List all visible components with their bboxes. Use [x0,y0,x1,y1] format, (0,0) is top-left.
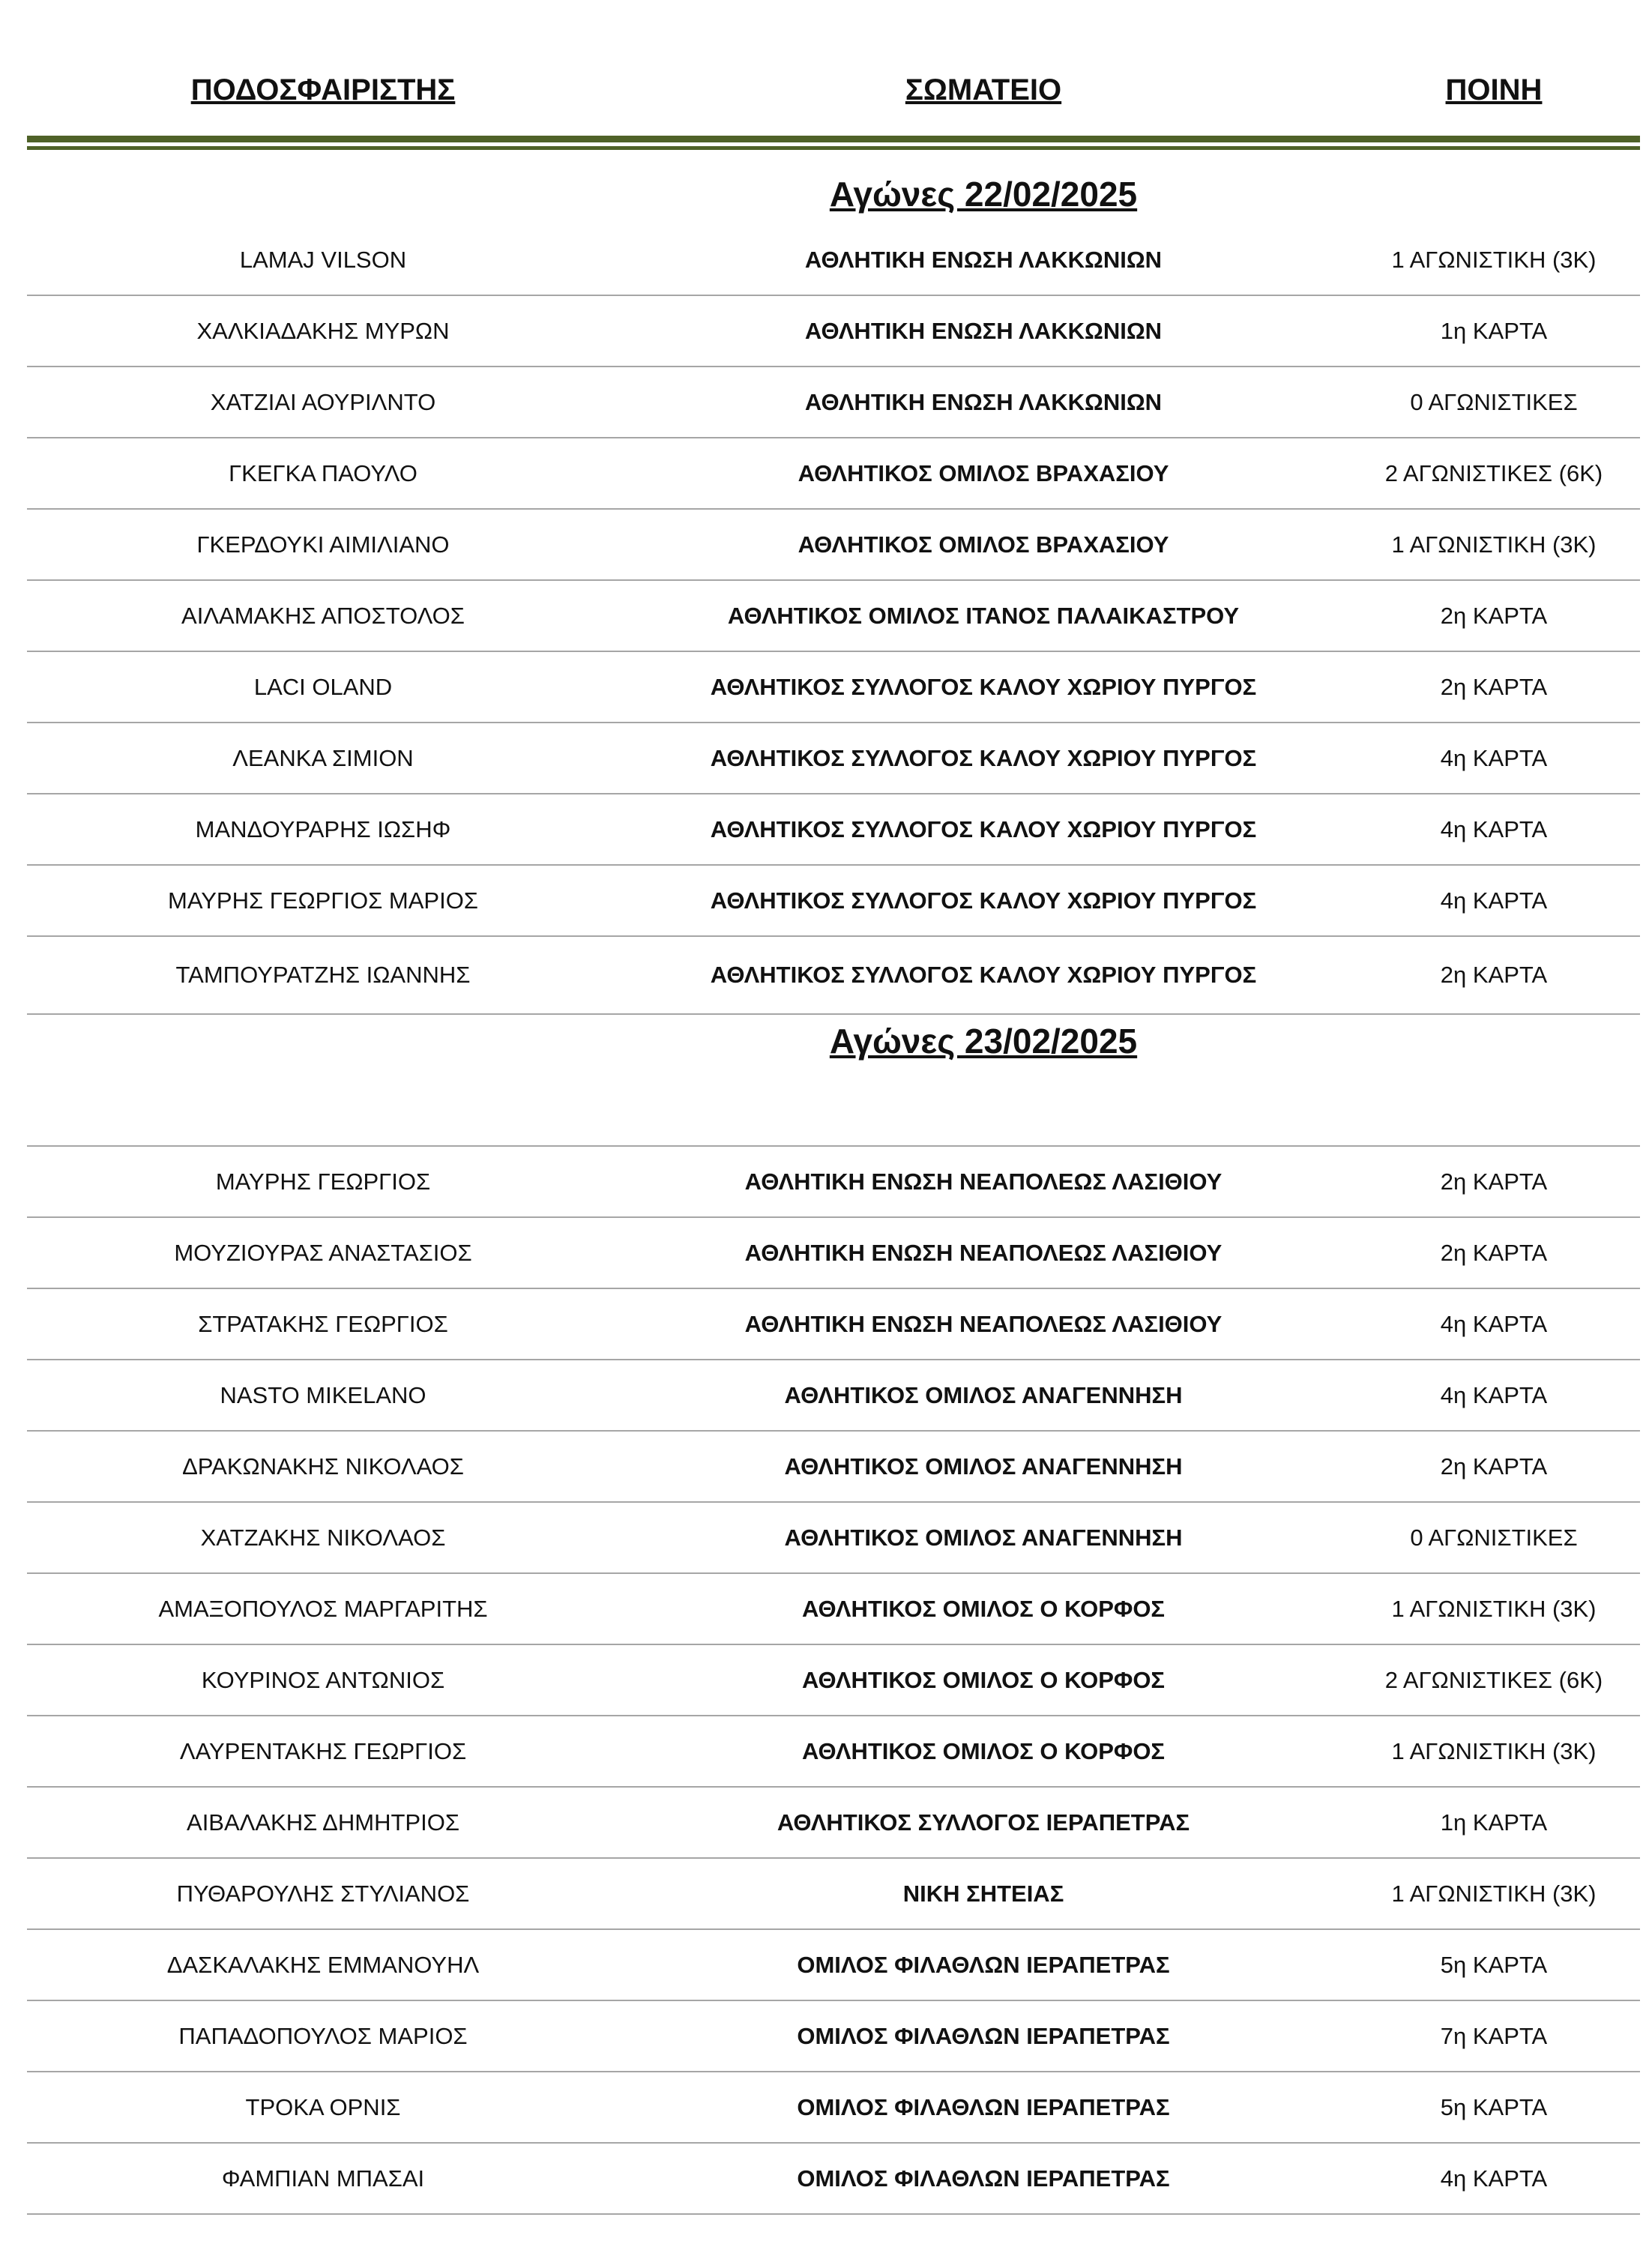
club-name: ΑΘΛΗΤΙΚΟΣ ΣΥΛΛΟΓΟΣ ΚΑΛΟΥ ΧΩΡΙΟΥ ΠΥΡΓΟΣ [710,815,1257,842]
club-name: ΟΜΙΛΟΣ ΦΙΛΑΘΛΩΝ ΙΕΡΑΠΕΤΡΑΣ [797,1951,1170,1978]
player-name: ΠΥΘΑΡΟΥΛΗΣ ΣΤΥΛΙΑΝΟΣ [176,1880,470,1907]
table-row [27,438,1640,510]
player-name: ΣΤΡΑΤΑΚΗΣ ΓΕΩΡΓΙΟΣ [198,1310,448,1337]
table-row [27,1147,1640,1218]
player-name: ΤΡΟΚΑ ΟΡΝΙΣ [245,2093,401,2120]
player-name: ΛΑΥΡΕΝΤΑΚΗΣ ΓΕΩΡΓΙΟΣ [179,1737,467,1764]
player-name: ΤΑΜΠΟΥΡΑΤΖΗΣ ΙΩΑΝΝΗΣ [175,962,471,988]
club-name: ΑΘΛΗΤΙΚΗ ΕΝΩΣΗ ΛΑΚΚΩΝΙΩΝ [804,317,1163,344]
player-name: ΜΑΥΡΗΣ ΓΕΩΡΓΙΟΣ ΜΑΡΙΟΣ [168,887,478,914]
penalty-value: 4η ΚΑΡΤΑ [1440,744,1548,771]
penalty-value: 1 ΑΓΩΝΙΣΤΙΚΗ (3Κ) [1391,1737,1597,1764]
penalty-value: 4η ΚΑΡΤΑ [1440,1381,1548,1408]
club-name: ΑΘΛΗΤΙΚΟΣ ΣΥΛΛΟΓΟΣ ΚΑΛΟΥ ΧΩΡΙΟΥ ΠΥΡΓΟΣ [710,744,1257,771]
header-rule-thin [27,146,1640,150]
penalty-value: 0 ΑΓΩΝΙΣΤΙΚΕΣ [1410,388,1578,415]
table-row [27,2144,1640,2215]
player-name: NASTO MIKELANO [220,1381,426,1408]
table-row [27,652,1640,723]
player-name: ΛΕΑΝΚΑ ΣΙΜΙΟΝ [232,744,414,771]
table-row [27,1218,1640,1289]
penalty-value: 2 ΑΓΩΝΙΣΤΙΚΕΣ (6Κ) [1384,459,1603,486]
penalty-value: 1η ΚΑΡΤΑ [1440,317,1548,344]
club-name: ΑΘΛΗΤΙΚΟΣ ΟΜΙΛΟΣ ΑΝΑΓΕΝΝΗΣΗ [784,1381,1183,1408]
penalty-value: 2η ΚΑΡΤΑ [1440,962,1548,988]
club-name: ΑΘΛΗΤΙΚΟΣ ΟΜΙΛΟΣ ΙΤΑΝΟΣ ΠΑΛΑΙΚΑΣΤΡΟΥ [727,602,1240,629]
player-name: ΠΑΠΑΔΟΠΟΥΛΟΣ ΜΑΡΙΟΣ [178,2022,468,2049]
club-name: ΟΜΙΛΟΣ ΦΙΛΑΘΛΩΝ ΙΕΡΑΠΕΤΡΑΣ [797,2165,1170,2192]
penalty-value: 0 ΑΓΩΝΙΣΤΙΚΕΣ [1410,1524,1578,1551]
table-row [27,581,1640,652]
table-row [27,1930,1640,2001]
table-row [27,794,1640,866]
player-name: LAMAJ VILSON [239,246,407,273]
section-title: Αγώνες 23/02/2025 [829,1022,1138,1061]
player-name: ΜΟΥΖΙΟΥΡΑΣ ΑΝΑΣΤΑΣΙΟΣ [174,1239,472,1266]
penalty-value: 4η ΚΑΡΤΑ [1440,887,1548,914]
player-name: ΧΑΤΖΙΑΙ ΑΟΥΡΙΛΝΤΟ [210,388,436,415]
player-name: LACI OLAND [253,673,393,700]
penalty-value: 1 ΑΓΩΝΙΣΤΙΚΗ (3Κ) [1391,1880,1597,1907]
penalty-value: 4η ΚΑΡΤΑ [1440,815,1548,842]
club-name: ΑΘΛΗΤΙΚΗ ΕΝΩΣΗ ΝΕΑΠΟΛΕΩΣ ΛΑΣΙΘΙΟΥ [744,1239,1223,1266]
table-row [27,510,1640,581]
section-rows [27,225,1640,1015]
table-row [27,2072,1640,2144]
penalty-value: 2η ΚΑΡΤΑ [1440,1239,1548,1266]
header-club: ΣΩΜΑΤΕΙΟ [905,73,1062,106]
club-name: ΑΘΛΗΤΙΚΗ ΕΝΩΣΗ ΝΕΑΠΟΛΕΩΣ ΛΑΣΙΘΙΟΥ [744,1168,1223,1195]
table-header [27,60,1640,120]
club-name: ΑΘΛΗΤΙΚΟΣ ΣΥΛΛΟΓΟΣ ΚΑΛΟΥ ΧΩΡΙΟΥ ΠΥΡΓΟΣ [710,673,1257,700]
penalty-value: 4η ΚΑΡΤΑ [1440,2165,1548,2192]
player-name: ΧΑΤΖΑΚΗΣ ΝΙΚΟΛΑΟΣ [200,1524,446,1551]
table-row [27,937,1640,1015]
player-name: ΑΙΒΑΛΑΚΗΣ ΔΗΜΗΤΡΙΟΣ [187,1809,459,1836]
table-row [27,1716,1640,1788]
player-name: ΧΑΛΚΙΑΔΑΚΗΣ ΜΥΡΩΝ [196,317,450,344]
table-row [27,1503,1640,1574]
table-row [27,1574,1640,1645]
header-penalty: ΠΟΙΝΗ [1445,73,1543,106]
club-name: ΝΙΚΗ ΣΗΤΕΙΑΣ [902,1880,1064,1907]
penalty-value: 1 ΑΓΩΝΙΣΤΙΚΗ (3Κ) [1391,1595,1597,1622]
club-name: ΑΘΛΗΤΙΚΟΣ ΟΜΙΛΟΣ Ο ΚΟΡΦΟΣ [801,1595,1166,1622]
player-name: ΑΜΑΞΟΠΟΥΛΟΣ ΜΑΡΓΑΡΙΤΗΣ [158,1595,488,1622]
player-name: ΜΑΥΡΗΣ ΓΕΩΡΓΙΟΣ [215,1168,431,1195]
header-player: ΠΟΔΟΣΦΑΙΡΙΣΤΗΣ [190,73,456,106]
club-name: ΑΘΛΗΤΙΚΟΣ ΟΜΙΛΟΣ ΑΝΑΓΕΝΝΗΣΗ [784,1453,1183,1480]
penalty-value: 7η ΚΑΡΤΑ [1440,2022,1548,2049]
penalty-value: 1η ΚΑΡΤΑ [1440,1809,1548,1836]
club-name: ΑΘΛΗΤΙΚΗ ΕΝΩΣΗ ΛΑΚΚΩΝΙΩΝ [804,246,1163,273]
penalty-value: 5η ΚΑΡΤΑ [1440,2093,1548,2120]
player-name: ΦΑΜΠΙΑΝ ΜΠΑΣΑΙ [221,2165,425,2192]
penalty-value: 2 ΑΓΩΝΙΣΤΙΚΕΣ (6Κ) [1384,1666,1603,1693]
header-rule-thick [27,136,1640,142]
table-row [27,1859,1640,1930]
penalty-value: 4η ΚΑΡΤΑ [1440,1310,1548,1337]
table-row [27,225,1640,296]
penalty-value: 2η ΚΑΡΤΑ [1440,602,1548,629]
table-row [27,1645,1640,1716]
section-rows [27,1147,1640,2215]
club-name: ΑΘΛΗΤΙΚΟΣ ΟΜΙΛΟΣ Ο ΚΟΡΦΟΣ [801,1737,1166,1764]
club-name: ΑΘΛΗΤΙΚΗ ΕΝΩΣΗ ΝΕΑΠΟΛΕΩΣ ΛΑΣΙΘΙΟΥ [744,1310,1223,1337]
table-row [27,1432,1640,1503]
table-row [27,1289,1640,1360]
club-name: ΑΘΛΗΤΙΚΟΣ ΟΜΙΛΟΣ ΒΡΑΧΑΣΙΟΥ [798,459,1169,486]
club-name: ΑΘΛΗΤΙΚΟΣ ΣΥΛΛΟΓΟΣ ΙΕΡΑΠΕΤΡΑΣ [777,1809,1190,1836]
player-name: ΓΚΕΓΚΑ ΠΑΟΥΛΟ [229,459,417,486]
table-row [27,367,1640,438]
club-name: ΑΘΛΗΤΙΚΟΣ ΟΜΙΛΟΣ ΑΝΑΓΕΝΝΗΣΗ [784,1524,1183,1551]
penalty-value: 2η ΚΑΡΤΑ [1440,673,1548,700]
club-name: ΟΜΙΛΟΣ ΦΙΛΑΘΛΩΝ ΙΕΡΑΠΕΤΡΑΣ [797,2022,1170,2049]
table-row [27,723,1640,794]
table-row [27,2001,1640,2072]
player-name: ΔΡΑΚΩΝΑΚΗΣ ΝΙΚΟΛΑΟΣ [182,1453,464,1480]
penalty-value: 1 ΑΓΩΝΙΣΤΙΚΗ (3Κ) [1391,246,1597,273]
club-name: ΑΘΛΗΤΙΚΟΣ ΟΜΙΛΟΣ Ο ΚΟΡΦΟΣ [801,1666,1166,1693]
table-row [27,296,1640,367]
club-name: ΑΘΛΗΤΙΚΟΣ ΟΜΙΛΟΣ ΒΡΑΧΑΣΙΟΥ [798,531,1169,558]
club-name: ΑΘΛΗΤΙΚΟΣ ΣΥΛΛΟΓΟΣ ΚΑΛΟΥ ΧΩΡΙΟΥ ΠΥΡΓΟΣ [710,962,1257,988]
player-name: ΔΑΣΚΑΛΑΚΗΣ ΕΜΜΑΝΟΥΗΛ [166,1951,480,1978]
section-title: Αγώνες 22/02/2025 [829,175,1138,214]
table-row [27,866,1640,937]
player-name: ΑΙΛΑΜΑΚΗΣ ΑΠΟΣΤΟΛΟΣ [181,602,465,629]
penalty-value: 2η ΚΑΡΤΑ [1440,1453,1548,1480]
club-name: ΑΘΛΗΤΙΚΗ ΕΝΩΣΗ ΛΑΚΚΩΝΙΩΝ [804,388,1163,415]
penalty-value: 5η ΚΑΡΤΑ [1440,1951,1548,1978]
club-name: ΟΜΙΛΟΣ ΦΙΛΑΘΛΩΝ ΙΕΡΑΠΕΤΡΑΣ [797,2093,1170,2120]
penalty-value: 1 ΑΓΩΝΙΣΤΙΚΗ (3Κ) [1391,531,1597,558]
table-row [27,1360,1640,1432]
club-name: ΑΘΛΗΤΙΚΟΣ ΣΥΛΛΟΓΟΣ ΚΑΛΟΥ ΧΩΡΙΟΥ ΠΥΡΓΟΣ [710,887,1257,914]
penalty-value: 2η ΚΑΡΤΑ [1440,1168,1548,1195]
player-name: ΚΟΥΡΙΝΟΣ ΑΝΤΩΝΙΟΣ [201,1666,445,1693]
player-name: ΓΚΕΡΔΟΥΚΙ ΑΙΜΙΛΙΑΝΟ [196,531,450,558]
player-name: ΜΑΝΔΟΥΡΑΡΗΣ ΙΩΣΗΦ [195,815,451,842]
table-row [27,1788,1640,1859]
